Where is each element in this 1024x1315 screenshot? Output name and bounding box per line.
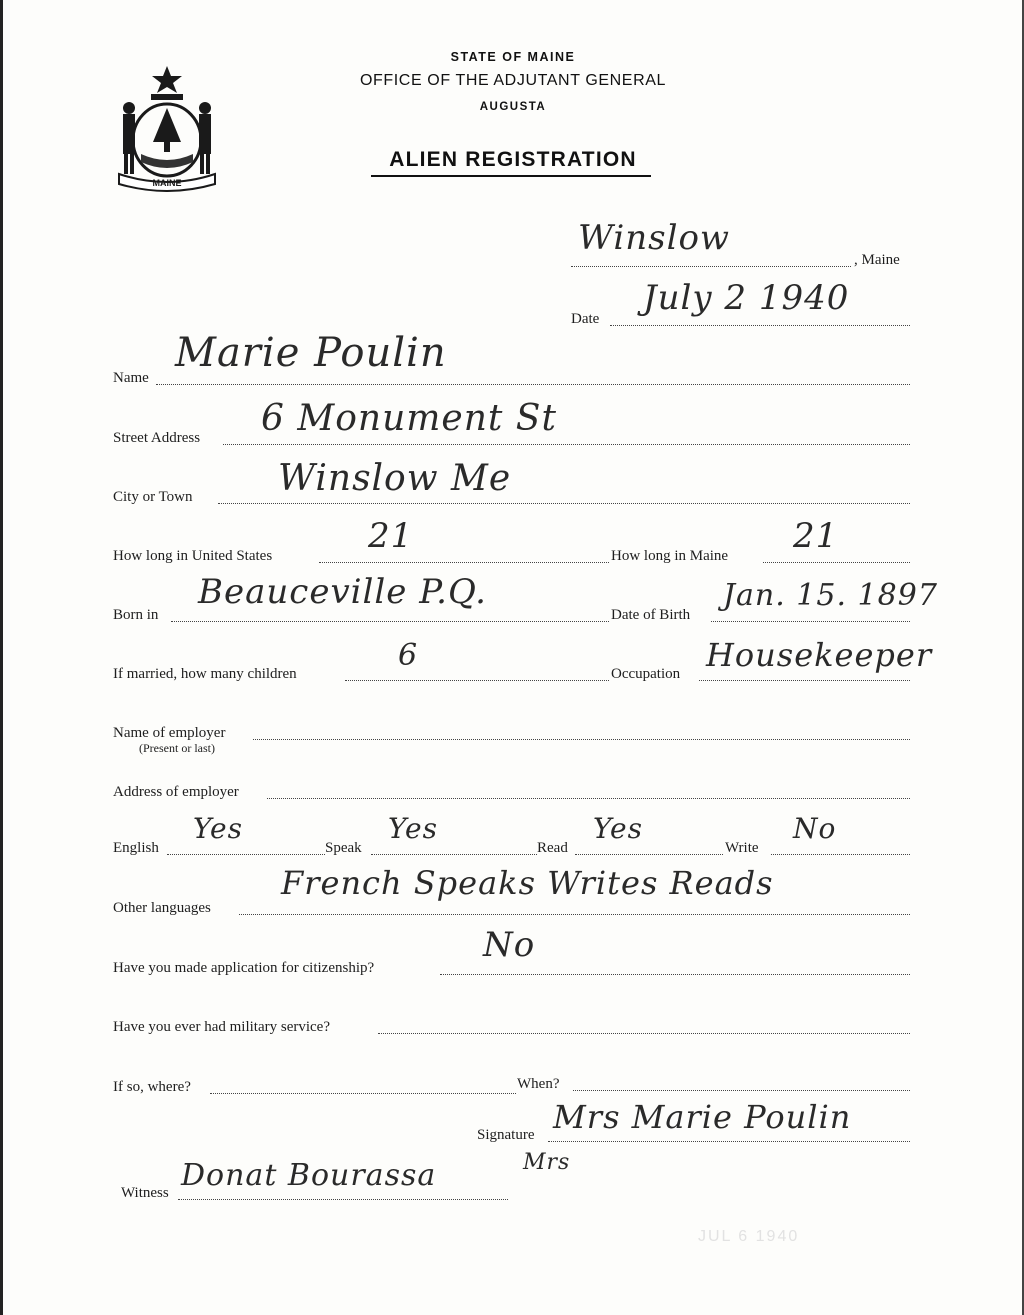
date-label: Date — [571, 311, 600, 327]
state-of-maine-seal — [111, 62, 223, 192]
english-label: English — [113, 840, 159, 856]
city-label: City or Town — [113, 489, 193, 505]
other-languages-label: Other languages — [113, 900, 211, 916]
street-line — [223, 444, 910, 445]
witness-label: Witness — [121, 1185, 169, 1201]
when-label: When? — [517, 1076, 560, 1092]
signature-value[interactable]: Mrs Marie Poulin — [553, 1098, 852, 1136]
born-in-line — [171, 621, 609, 622]
children-line — [345, 680, 609, 681]
employer-address-label: Address of employer — [113, 784, 239, 800]
other-languages-value[interactable]: French Speaks Writes Reads — [281, 864, 774, 902]
employer-sublabel: (Present or last) — [139, 741, 215, 755]
military-label: Have you ever had military service? — [113, 1019, 330, 1035]
read-label: Read — [537, 840, 568, 856]
date-of-birth-label: Date of Birth — [611, 607, 691, 623]
maine-label: , Maine — [854, 252, 900, 268]
military-line[interactable] — [378, 1033, 910, 1034]
how-long-maine-line — [763, 562, 910, 563]
date-of-birth-value[interactable]: Jan. 15. 1897 — [723, 578, 938, 613]
name-line — [156, 384, 910, 385]
citizenship-line — [440, 974, 910, 975]
town-line — [571, 266, 851, 267]
where-line[interactable] — [210, 1093, 516, 1094]
read-line — [575, 854, 723, 855]
how-long-us-value[interactable]: 21 — [368, 516, 414, 556]
witness-value[interactable]: Donat Bourassa — [181, 1158, 437, 1193]
employer-line[interactable] — [253, 739, 910, 740]
english-line — [167, 854, 325, 855]
how-long-us-label: How long in United States — [113, 548, 273, 564]
employer-label: Name of employer — [113, 725, 226, 741]
town-value[interactable]: Winslow — [578, 218, 731, 258]
other-languages-line — [239, 914, 910, 915]
header-office: OFFICE OF THE ADJUTANT GENERAL — [359, 72, 667, 89]
form-title: ALIEN REGISTRATION — [389, 148, 637, 171]
signature-label: Signature — [477, 1127, 535, 1143]
where-label: If so, where? — [113, 1079, 191, 1095]
title-underline — [371, 175, 651, 177]
date-of-birth-line — [711, 621, 910, 622]
street-value[interactable]: 6 Monument St — [261, 398, 557, 439]
occupation-line — [699, 680, 910, 681]
city-line — [218, 503, 910, 504]
header-state: STATE OF MAINE — [450, 50, 576, 64]
citizenship-label: Have you made application for citizenship? — [113, 960, 375, 976]
how-long-us-line — [319, 562, 609, 563]
read-value[interactable]: Yes — [593, 812, 643, 845]
how-long-maine-label: How long in Maine — [611, 548, 729, 564]
occupation-value[interactable]: Housekeeper — [706, 636, 933, 674]
name-value[interactable]: Marie Poulin — [175, 330, 447, 376]
signature-note: Mrs — [523, 1150, 571, 1175]
write-line — [771, 854, 910, 855]
name-label: Name — [113, 370, 149, 386]
city-value[interactable]: Winslow Me — [278, 458, 512, 499]
employer-address-line[interactable] — [267, 798, 910, 799]
seal-text: MAINE — [152, 178, 182, 188]
header-city: AUGUSTA — [479, 101, 547, 113]
date-line — [610, 325, 910, 326]
write-label: Write — [725, 840, 759, 856]
how-long-maine-value[interactable]: 21 — [793, 516, 839, 556]
witness-line — [178, 1199, 508, 1200]
street-label: Street Address — [113, 430, 201, 446]
speak-value[interactable]: Yes — [388, 812, 438, 845]
born-in-label: Born in — [113, 607, 159, 623]
date-value[interactable]: July 2 1940 — [643, 278, 850, 318]
speak-line — [371, 854, 537, 855]
signature-line — [548, 1141, 910, 1142]
speak-label: Speak — [325, 840, 362, 856]
write-value[interactable]: No — [793, 812, 837, 845]
when-line[interactable] — [573, 1090, 910, 1091]
born-in-value[interactable]: Beauceville P.Q. — [198, 572, 487, 612]
english-value[interactable]: Yes — [193, 812, 243, 845]
children-value[interactable]: 6 — [398, 638, 419, 673]
citizenship-value[interactable]: No — [483, 925, 536, 965]
received-stamp: JUL 6 1940 — [698, 1228, 800, 1245]
occupation-label: Occupation — [611, 666, 681, 682]
children-label: If married, how many children — [113, 666, 297, 682]
